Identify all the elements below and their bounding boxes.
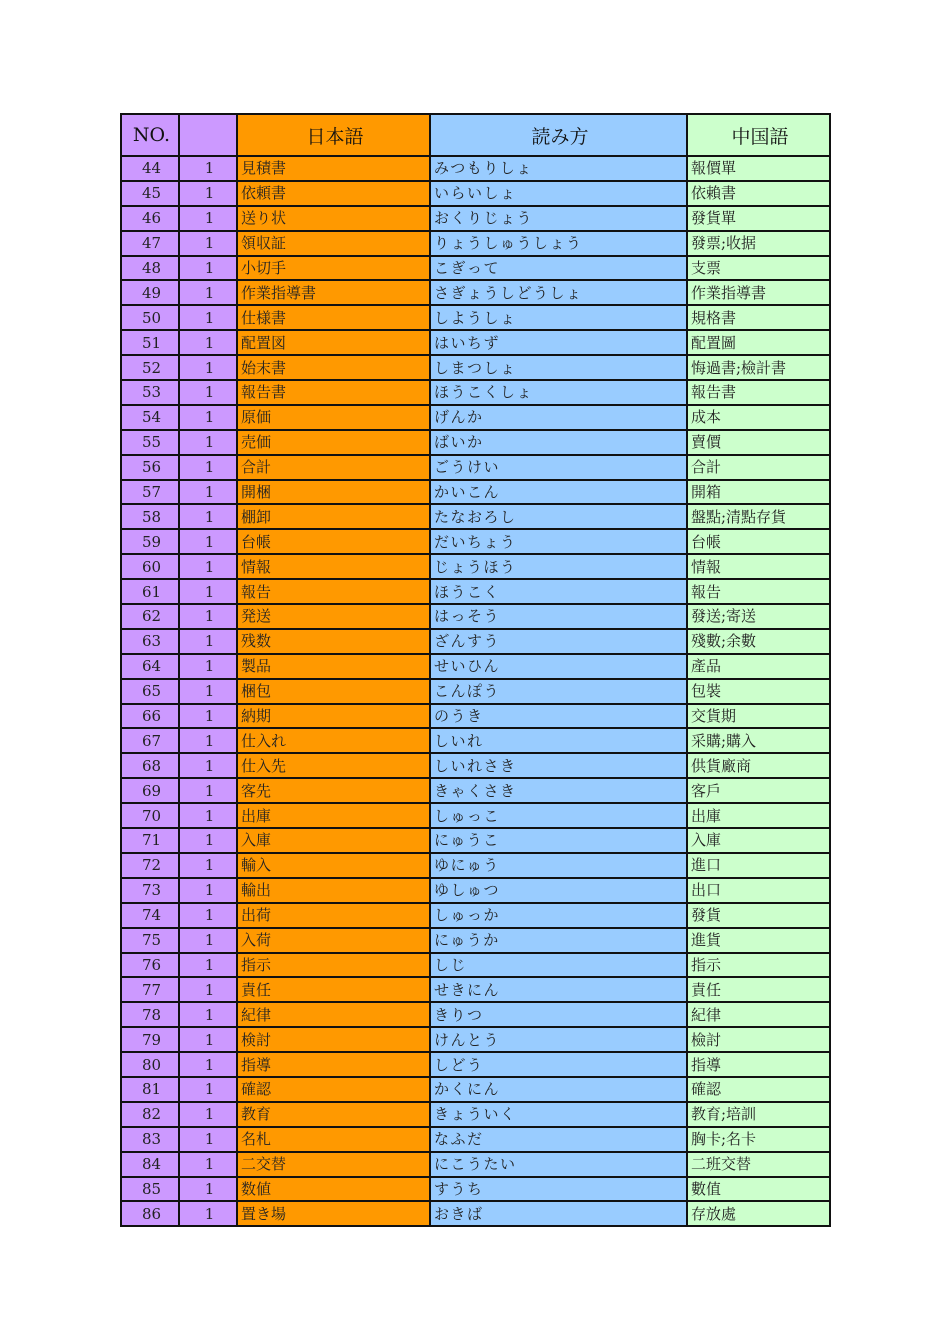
- cell-no: 52: [121, 355, 179, 380]
- cell-level: 1: [179, 355, 237, 380]
- cell-reading: げんか: [430, 405, 687, 430]
- table-row: [121, 156, 830, 181]
- cell-japanese: 二交替: [237, 1152, 430, 1177]
- cell-chinese: 發貨: [687, 903, 830, 928]
- cell-japanese: 始末書: [237, 355, 430, 380]
- cell-reading: おくりじょう: [430, 206, 687, 231]
- cell-chinese: 客戶: [687, 778, 830, 803]
- table-row: [121, 355, 830, 380]
- cell-chinese: 紀律: [687, 1002, 830, 1027]
- cell-level: 1: [179, 604, 237, 629]
- cell-chinese: 報價單: [687, 156, 830, 181]
- table-row: [121, 828, 830, 853]
- cell-no: 66: [121, 704, 179, 729]
- cell-chinese: 悔過書;檢計書: [687, 355, 830, 380]
- cell-chinese: 進貨: [687, 928, 830, 953]
- cell-chinese: 采購;購入: [687, 728, 830, 753]
- cell-no: 75: [121, 928, 179, 953]
- table-row: [121, 928, 830, 953]
- cell-reading: だいちょう: [430, 529, 687, 554]
- cell-chinese: 配置圖: [687, 330, 830, 355]
- cell-chinese: 數值: [687, 1177, 830, 1202]
- table-row: [121, 679, 830, 704]
- cell-japanese: 報告書: [237, 380, 430, 405]
- cell-no: 71: [121, 828, 179, 853]
- cell-chinese: 教育;培訓: [687, 1102, 830, 1127]
- cell-no: 78: [121, 1002, 179, 1027]
- cell-no: 80: [121, 1052, 179, 1077]
- cell-japanese: 置き場: [237, 1201, 430, 1226]
- cell-chinese: 出庫: [687, 803, 830, 828]
- cell-no: 69: [121, 778, 179, 803]
- table-row: [121, 604, 830, 629]
- cell-chinese: 指示: [687, 953, 830, 978]
- cell-chinese: 情報: [687, 554, 830, 579]
- cell-level: 1: [179, 206, 237, 231]
- cell-chinese: 發票;收据: [687, 231, 830, 256]
- cell-japanese: 売価: [237, 430, 430, 455]
- cell-no: 64: [121, 654, 179, 679]
- cell-level: 1: [179, 704, 237, 729]
- cell-chinese: 合計: [687, 455, 830, 480]
- cell-no: 61: [121, 579, 179, 604]
- cell-no: 46: [121, 206, 179, 231]
- cell-reading: こぎって: [430, 256, 687, 281]
- cell-no: 63: [121, 629, 179, 654]
- cell-japanese: 情報: [237, 554, 430, 579]
- cell-chinese: 入庫: [687, 828, 830, 853]
- header-japanese: 日本語: [237, 114, 430, 156]
- cell-level: 1: [179, 405, 237, 430]
- cell-chinese: 存放處: [687, 1201, 830, 1226]
- cell-japanese: 客先: [237, 778, 430, 803]
- table-row: [121, 629, 830, 654]
- table-row: [121, 231, 830, 256]
- cell-level: 1: [179, 1127, 237, 1152]
- cell-level: 1: [179, 430, 237, 455]
- header-level: [179, 114, 237, 156]
- table-row: [121, 1102, 830, 1127]
- cell-level: 1: [179, 504, 237, 529]
- table-row: [121, 778, 830, 803]
- cell-no: 62: [121, 604, 179, 629]
- cell-reading: かくにん: [430, 1077, 687, 1102]
- cell-chinese: 確認: [687, 1077, 830, 1102]
- cell-level: 1: [179, 1102, 237, 1127]
- cell-japanese: 報告: [237, 579, 430, 604]
- cell-chinese: 出口: [687, 878, 830, 903]
- cell-level: 1: [179, 778, 237, 803]
- cell-reading: きりつ: [430, 1002, 687, 1027]
- cell-japanese: 依頼書: [237, 181, 430, 206]
- table-row: [121, 455, 830, 480]
- cell-chinese: 發送;寄送: [687, 604, 830, 629]
- cell-no: 49: [121, 280, 179, 305]
- cell-reading: こんぽう: [430, 679, 687, 704]
- cell-reading: たなおろし: [430, 504, 687, 529]
- cell-no: 59: [121, 529, 179, 554]
- cell-no: 85: [121, 1177, 179, 1202]
- cell-level: 1: [179, 679, 237, 704]
- cell-japanese: 原価: [237, 405, 430, 430]
- cell-reading: ゆしゅつ: [430, 878, 687, 903]
- header-chinese: 中国語: [687, 114, 830, 156]
- header-no: NO.: [121, 114, 179, 156]
- cell-no: 67: [121, 728, 179, 753]
- cell-reading: しどう: [430, 1052, 687, 1077]
- cell-japanese: 指示: [237, 953, 430, 978]
- table-row: [121, 853, 830, 878]
- cell-reading: さぎょうしどうしょ: [430, 280, 687, 305]
- cell-no: 45: [121, 181, 179, 206]
- cell-no: 53: [121, 380, 179, 405]
- header-reading: 読み方: [430, 114, 687, 156]
- table-row: [121, 529, 830, 554]
- cell-reading: しいれさき: [430, 753, 687, 778]
- cell-level: 1: [179, 629, 237, 654]
- cell-reading: にゅうこ: [430, 828, 687, 853]
- cell-reading: かいこん: [430, 480, 687, 505]
- cell-chinese: 胸卡;名卡: [687, 1127, 830, 1152]
- cell-japanese: 数値: [237, 1177, 430, 1202]
- table-row: [121, 803, 830, 828]
- cell-no: 81: [121, 1077, 179, 1102]
- cell-level: 1: [179, 903, 237, 928]
- cell-no: 77: [121, 977, 179, 1002]
- cell-no: 47: [121, 231, 179, 256]
- cell-reading: ほうこく: [430, 579, 687, 604]
- cell-chinese: 檢討: [687, 1027, 830, 1052]
- cell-level: 1: [179, 728, 237, 753]
- cell-chinese: 盤點;清點存貨: [687, 504, 830, 529]
- cell-chinese: 交貨期: [687, 704, 830, 729]
- table-row: [121, 1201, 830, 1226]
- cell-japanese: 作業指導書: [237, 280, 430, 305]
- cell-reading: にゅうか: [430, 928, 687, 953]
- cell-reading: ほうこくしょ: [430, 380, 687, 405]
- cell-no: 70: [121, 803, 179, 828]
- cell-chinese: 成本: [687, 405, 830, 430]
- table-row: [121, 380, 830, 405]
- cell-japanese: 検討: [237, 1027, 430, 1052]
- cell-chinese: 支票: [687, 256, 830, 281]
- cell-reading: じょうほう: [430, 554, 687, 579]
- cell-level: 1: [179, 529, 237, 554]
- cell-chinese: 依賴書: [687, 181, 830, 206]
- cell-no: 44: [121, 156, 179, 181]
- table-row: [121, 1177, 830, 1202]
- cell-chinese: 報告: [687, 579, 830, 604]
- cell-reading: なふだ: [430, 1127, 687, 1152]
- table-row: [121, 504, 830, 529]
- cell-reading: いらいしょ: [430, 181, 687, 206]
- table-row: [121, 554, 830, 579]
- cell-reading: ざんすう: [430, 629, 687, 654]
- table-row: [121, 430, 830, 455]
- cell-reading: ばいか: [430, 430, 687, 455]
- cell-reading: おきば: [430, 1201, 687, 1226]
- table-row: [121, 1002, 830, 1027]
- cell-japanese: 紀律: [237, 1002, 430, 1027]
- cell-level: 1: [179, 853, 237, 878]
- cell-reading: にこうたい: [430, 1152, 687, 1177]
- table-row: [121, 181, 830, 206]
- cell-no: 48: [121, 256, 179, 281]
- cell-level: 1: [179, 878, 237, 903]
- cell-japanese: 輸出: [237, 878, 430, 903]
- cell-level: 1: [179, 231, 237, 256]
- cell-reading: けんとう: [430, 1027, 687, 1052]
- cell-level: 1: [179, 1077, 237, 1102]
- cell-reading: りょうしゅうしょう: [430, 231, 687, 256]
- cell-reading: しようしょ: [430, 305, 687, 330]
- cell-chinese: 報告書: [687, 380, 830, 405]
- cell-japanese: 見積書: [237, 156, 430, 181]
- cell-japanese: 指導: [237, 1052, 430, 1077]
- cell-no: 57: [121, 480, 179, 505]
- cell-japanese: 入庫: [237, 828, 430, 853]
- table-row: [121, 256, 830, 281]
- cell-japanese: 出庫: [237, 803, 430, 828]
- cell-chinese: 規格書: [687, 305, 830, 330]
- table-row: [121, 704, 830, 729]
- cell-level: 1: [179, 579, 237, 604]
- cell-japanese: 領収証: [237, 231, 430, 256]
- cell-level: 1: [179, 654, 237, 679]
- cell-level: 1: [179, 953, 237, 978]
- cell-reading: すうち: [430, 1177, 687, 1202]
- cell-chinese: 殘數;余數: [687, 629, 830, 654]
- table-row: [121, 1027, 830, 1052]
- cell-level: 1: [179, 480, 237, 505]
- table-row: [121, 753, 830, 778]
- cell-japanese: 仕入れ: [237, 728, 430, 753]
- cell-japanese: 残数: [237, 629, 430, 654]
- cell-reading: しゅっこ: [430, 803, 687, 828]
- cell-no: 68: [121, 753, 179, 778]
- cell-level: 1: [179, 1002, 237, 1027]
- cell-japanese: 台帳: [237, 529, 430, 554]
- cell-japanese: 入荷: [237, 928, 430, 953]
- table-row: [121, 1152, 830, 1177]
- cell-no: 54: [121, 405, 179, 430]
- cell-level: 1: [179, 1152, 237, 1177]
- cell-japanese: 梱包: [237, 679, 430, 704]
- cell-level: 1: [179, 1201, 237, 1226]
- cell-japanese: 輸入: [237, 853, 430, 878]
- cell-level: 1: [179, 455, 237, 480]
- cell-reading: せいひん: [430, 654, 687, 679]
- cell-japanese: 発送: [237, 604, 430, 629]
- cell-no: 86: [121, 1201, 179, 1226]
- cell-level: 1: [179, 256, 237, 281]
- cell-level: 1: [179, 330, 237, 355]
- cell-chinese: 供貨廠商: [687, 753, 830, 778]
- table-row: [121, 1077, 830, 1102]
- cell-no: 73: [121, 878, 179, 903]
- cell-no: 50: [121, 305, 179, 330]
- cell-no: 79: [121, 1027, 179, 1052]
- cell-no: 60: [121, 554, 179, 579]
- cell-reading: ごうけい: [430, 455, 687, 480]
- cell-no: 84: [121, 1152, 179, 1177]
- cell-japanese: 棚卸: [237, 504, 430, 529]
- table-row: [121, 305, 830, 330]
- cell-level: 1: [179, 554, 237, 579]
- cell-japanese: 開梱: [237, 480, 430, 505]
- table-body: [121, 156, 830, 1226]
- cell-no: 83: [121, 1127, 179, 1152]
- cell-japanese: 確認: [237, 1077, 430, 1102]
- cell-level: 1: [179, 380, 237, 405]
- vocabulary-table: [120, 113, 831, 1227]
- cell-no: 55: [121, 430, 179, 455]
- cell-japanese: 名札: [237, 1127, 430, 1152]
- cell-japanese: 納期: [237, 704, 430, 729]
- table-row: [121, 654, 830, 679]
- cell-level: 1: [179, 156, 237, 181]
- cell-level: 1: [179, 803, 237, 828]
- cell-japanese: 製品: [237, 654, 430, 679]
- cell-no: 76: [121, 953, 179, 978]
- cell-level: 1: [179, 181, 237, 206]
- table-row: [121, 206, 830, 231]
- cell-japanese: 責任: [237, 977, 430, 1002]
- cell-japanese: 仕入先: [237, 753, 430, 778]
- cell-no: 65: [121, 679, 179, 704]
- cell-chinese: 開箱: [687, 480, 830, 505]
- cell-chinese: 產品: [687, 654, 830, 679]
- cell-level: 1: [179, 753, 237, 778]
- table-row: [121, 579, 830, 604]
- cell-no: 82: [121, 1102, 179, 1127]
- cell-no: 72: [121, 853, 179, 878]
- cell-reading: はっそう: [430, 604, 687, 629]
- cell-level: 1: [179, 928, 237, 953]
- cell-reading: きゃくさき: [430, 778, 687, 803]
- cell-chinese: 發貨單: [687, 206, 830, 231]
- cell-chinese: 進口: [687, 853, 830, 878]
- table-row: [121, 728, 830, 753]
- table-row: [121, 1127, 830, 1152]
- cell-chinese: 作業指導書: [687, 280, 830, 305]
- cell-chinese: 責任: [687, 977, 830, 1002]
- cell-reading: ゆにゅう: [430, 853, 687, 878]
- cell-level: 1: [179, 305, 237, 330]
- cell-reading: きょういく: [430, 1102, 687, 1127]
- cell-chinese: 台帳: [687, 529, 830, 554]
- cell-japanese: 小切手: [237, 256, 430, 281]
- table-row: [121, 953, 830, 978]
- cell-level: 1: [179, 1027, 237, 1052]
- cell-level: 1: [179, 828, 237, 853]
- cell-japanese: 教育: [237, 1102, 430, 1127]
- table-row: [121, 330, 830, 355]
- table-row: [121, 1052, 830, 1077]
- cell-japanese: 配置図: [237, 330, 430, 355]
- table-row: [121, 280, 830, 305]
- cell-no: 58: [121, 504, 179, 529]
- table-row: [121, 405, 830, 430]
- cell-japanese: 出荷: [237, 903, 430, 928]
- cell-level: 1: [179, 280, 237, 305]
- table-row: [121, 878, 830, 903]
- cell-no: 56: [121, 455, 179, 480]
- cell-reading: しいれ: [430, 728, 687, 753]
- cell-chinese: 二班交替: [687, 1152, 830, 1177]
- cell-reading: しじ: [430, 953, 687, 978]
- cell-reading: のうき: [430, 704, 687, 729]
- table-row: [121, 480, 830, 505]
- cell-reading: しゅっか: [430, 903, 687, 928]
- cell-reading: せきにん: [430, 977, 687, 1002]
- cell-japanese: 合計: [237, 455, 430, 480]
- cell-no: 51: [121, 330, 179, 355]
- table-row: [121, 977, 830, 1002]
- cell-level: 1: [179, 1177, 237, 1202]
- cell-level: 1: [179, 977, 237, 1002]
- cell-reading: はいちず: [430, 330, 687, 355]
- cell-level: 1: [179, 1052, 237, 1077]
- cell-chinese: 包裝: [687, 679, 830, 704]
- cell-reading: しまつしょ: [430, 355, 687, 380]
- cell-reading: みつもりしょ: [430, 156, 687, 181]
- header-row: [121, 114, 830, 156]
- table-row: [121, 903, 830, 928]
- cell-chinese: 指導: [687, 1052, 830, 1077]
- cell-no: 74: [121, 903, 179, 928]
- cell-japanese: 送り状: [237, 206, 430, 231]
- cell-chinese: 賣價: [687, 430, 830, 455]
- cell-japanese: 仕様書: [237, 305, 430, 330]
